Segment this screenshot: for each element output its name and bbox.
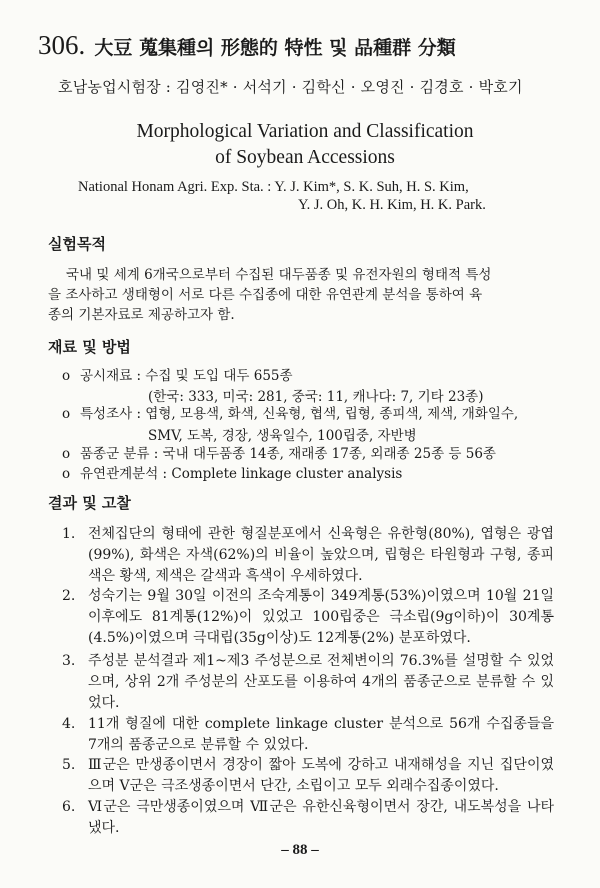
- method-text: 공시재료 : 수집 및 도입 대두 655종: [80, 368, 293, 384]
- result-item: [62, 714, 554, 756]
- bullet-marker: o: [62, 466, 71, 482]
- bullet-marker: o: [62, 446, 71, 462]
- result-item: [62, 524, 554, 588]
- result-number: 4.: [62, 716, 76, 732]
- bullet-marker: o: [62, 406, 71, 422]
- result-text: 성숙기는 9월 30일 이전의 조숙계통이 349계통(53%)이였으며 10월 21일 이후에도 81계통(12%)이 있었고 100립중은 극소립(9g이하)이 30계통(4.5%)이였으며 극대립(35g이상)도 12계통(2%) 분포하였다.: [88, 588, 554, 647]
- result-item: [62, 586, 554, 650]
- result-number: 5.: [62, 757, 76, 773]
- result-number: 3.: [62, 653, 76, 669]
- result-text: 주성분 분석결과 제1~제3 주성분으로 전체변이의 76.3%를 설명할 수 있었으며, 상위 2개 주성분의 산포도를 이용하여 4개의 품종군으로 분류할 수 있었다.: [88, 653, 554, 712]
- result-text: Ⅲ군은 만생종이면서 경장이 짧아 도복에 강하고 내재해성을 지닌 집단이였으며 Ⅴ군은 극조생종이면서 단간, 소립이고 모두 외래수집종이였다.: [88, 757, 554, 795]
- result-text: 전체집단의 형태에 관한 형질분포에서 신육형은 유한형(80%), 엽형은 광엽(99%), 화색은 자색(62%)의 비율이 높았으며, 립형은 타원형과 구형, 종피색은 황색, 제색은 갈색과 흑색이 우세하였다.: [88, 526, 554, 585]
- method-text: 특성조사 : 엽형, 모용색, 화색, 신육형, 협색, 립형, 종피색, 제색, 개화일수,: [80, 406, 519, 422]
- abstract-number: 306.: [38, 30, 86, 60]
- english-title-line-2: of Soybean Accessions: [215, 147, 395, 168]
- method-item: [62, 464, 402, 484]
- method-text: 품종군 분류 : 국내 대두품종 14종, 재래종 17종, 외래종 25종 등 56종: [80, 446, 496, 462]
- results-heading: 결과 및 고찰: [48, 494, 131, 512]
- result-number: 6.: [62, 799, 76, 815]
- purpose-line-2: 을 조사하고 생태형이 서로 다른 수집종에 대한 유연관계 분석을 통하여 육: [48, 287, 483, 303]
- result-number: 2.: [62, 588, 76, 604]
- method-item: [62, 366, 293, 386]
- method-continuation: (한국: 333, 미국: 281, 중국: 11, 캐나다: 7, 기타 23종): [148, 389, 484, 405]
- english-affiliation-line-2: Y. J. Oh, K. H. Kim, H. K. Park.: [298, 197, 486, 213]
- page-number: – 88 –: [281, 842, 319, 858]
- purpose-line-3: 종의 기본자료로 제공하고자 함.: [48, 307, 235, 323]
- method-item: [62, 444, 496, 464]
- methods-heading: 재료 및 방법: [48, 338, 131, 356]
- result-number: 1.: [62, 526, 76, 542]
- method-item: [62, 404, 518, 424]
- korean-title: 大豆 蒐集種의 形態的 特性 및 品種群 分類: [94, 37, 456, 59]
- result-text: 11개 형질에 대한 complete linkage cluster 분석으로 56개 수집종들을 7개의 품종군으로 분류할 수 있었다.: [88, 716, 554, 754]
- result-item: [62, 651, 554, 715]
- result-item: [62, 755, 554, 797]
- method-text: 유연관계분석 : Complete linkage cluster analysis: [80, 466, 403, 482]
- result-item: [62, 797, 554, 839]
- english-affiliation: National Honam Agri. Exp. Sta. : Y. J. Kim*, S. K. Suh, H. S. Kim,: [78, 179, 469, 195]
- result-text: Ⅵ군은 극만생종이였으며 Ⅶ군은 유한신육형이면서 장간, 내도복성을 나타냈다.: [88, 799, 554, 837]
- bullet-marker: o: [62, 368, 71, 384]
- method-continuation: SMV, 도복, 경장, 생육일수, 100립중, 자반병: [148, 428, 417, 444]
- korean-authors: 호남농업시험장 : 김영진* · 서석기 · 김학신 · 오영진 · 김경호 · 박호기: [58, 78, 523, 96]
- paper-title: [38, 30, 578, 61]
- english-title-line-1: Morphological Variation and Classification: [136, 121, 474, 142]
- purpose-line-1: 국내 및 세계 6개국으로부터 수집된 대두품종 및 유전자원의 형태적 특성: [66, 267, 492, 283]
- purpose-heading: 실험목적: [48, 235, 106, 253]
